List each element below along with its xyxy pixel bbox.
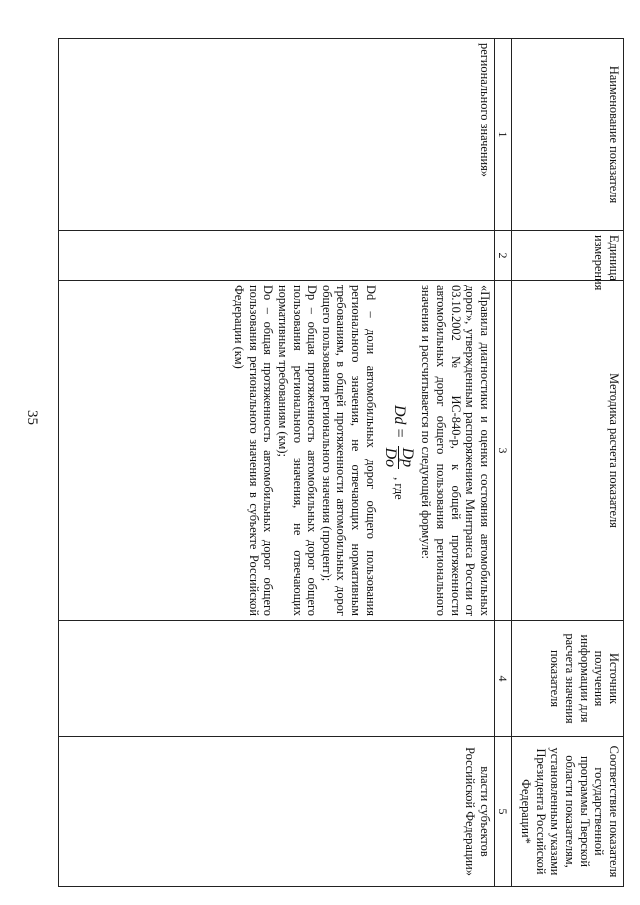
formula-numerator: Dp [398,447,416,468]
column-number: 3 [494,281,511,621]
column-number-row [494,39,511,887]
compliance-cell: власти субъектов Российской Федерации» [59,737,495,887]
table-header-row [512,39,624,887]
formula-equals: = [390,428,408,438]
table-row [59,39,495,887]
rotated-page [58,38,624,886]
definition-do: Do – общая протяженность автомобильных дорог общего пользования регионального значения в субъекте Российской Федерации (км) [232,285,276,616]
indicator-name-cell: регионального значения» [59,39,495,231]
rotated-content [58,38,624,886]
column-number: 1 [494,39,511,231]
column-number: 5 [494,737,511,887]
formula-fraction [382,446,415,470]
method-cell [59,281,495,621]
formula-tail: , где [391,477,406,500]
header-indicator-name: Наименование показателя [512,39,624,231]
page-number: 35 [24,410,40,425]
definition-dd: Dd – доли автомобильных дорог общего пользования регионального значения, не отвечающих нормативным требованиям, в общей протяженности автомобильных дорог общего пользования регионального значения (процент); [319,285,378,616]
header-compliance: Соответствие показателя государственной программы Тверской области показателям, установленным указами Президента Российской Федерации* [512,737,624,887]
indicator-table [58,38,624,887]
unit-cell [59,231,495,281]
formula-denominator: Do [381,447,399,468]
header-source: Источник получения информации для расчета значения показателя [512,621,624,737]
source-cell [59,621,495,737]
header-unit: Единица измерения [512,231,624,281]
formula [378,285,419,616]
formula-lhs: Dd [390,405,408,425]
column-number: 4 [494,621,511,737]
definition-dp: Dp – общая протяженность автомобильных дорог общего пользования регионального значения, не отвечающих нормативным требованиям (км); [275,285,320,616]
method-intro: «Правила диагностики и оценки состояния автомобильных дорог», утвержденным распоряжением Минтранса России от 03.10.2002 № ИС-840-р, к общей протяженности автомобильных дорог общего пользования регионального значения и рассчитывается по следующей формуле: [419,285,492,616]
column-number: 2 [494,231,511,281]
header-method: Методика расчета показателя [512,281,624,621]
